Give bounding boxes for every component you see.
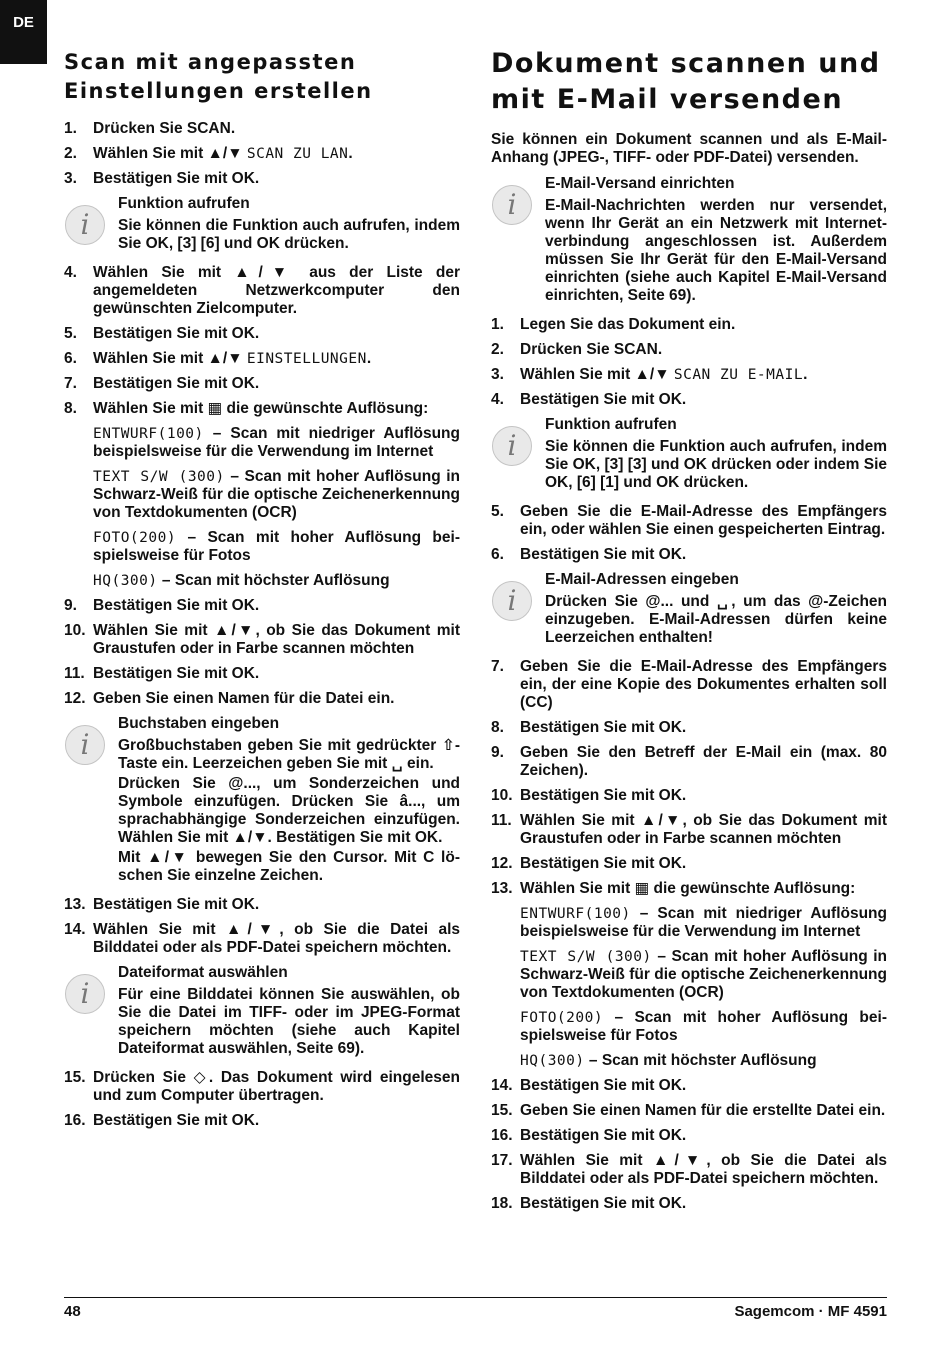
step-text <box>93 665 460 683</box>
step-text-body: Wählen Sie mit ▦ die gewünschte Auflösung: <box>520 880 856 897</box>
intro-paragraph: Sie können ein Dokument scannen und als E-Mail-Anhang (JPEG-, TIFF- oder PDF-Datei) versenden. <box>491 131 887 166</box>
instruction-list <box>64 120 460 1130</box>
step-text-body: Wählen Sie mit ▲/▼ aus der Liste der angemeldeten Netzwerkcomputer den gewünschten Zielcomputer. <box>93 264 460 317</box>
step-text <box>93 400 460 418</box>
step-text-body: Bestätigen Sie mit OK. <box>93 597 260 614</box>
step-text <box>520 316 887 334</box>
resolution-description: – Scan mit höchster Auflösung <box>584 1052 817 1069</box>
step-item <box>491 812 887 848</box>
step-text <box>520 546 887 564</box>
step-item <box>64 896 460 914</box>
step-text-body: Bestätigen Sie mit OK. <box>93 1112 260 1129</box>
step-item <box>491 1152 887 1188</box>
step-item <box>491 855 887 873</box>
step-text-tail: . <box>348 145 353 162</box>
note-paragraph: Für eine Bilddatei können Sie auswählen, ob Sie die Datei im TIFF- oder im JPEG-Format speichern möchten (siehe auch Kapitel Dateiformat auswählen, Seite 69). <box>118 986 460 1057</box>
step-number: 15. <box>64 1069 86 1086</box>
note-title: E-Mail-Adressen eingeben <box>545 571 739 588</box>
step-number: 4. <box>64 264 77 281</box>
step-item <box>491 880 887 898</box>
step-text-body: Bestätigen Sie mit OK. <box>520 1077 687 1094</box>
info-icon-wrap <box>64 195 118 255</box>
resolution-label: FOTO(200) <box>93 530 177 546</box>
step-number: 12. <box>491 855 513 872</box>
step-number: 4. <box>491 391 504 408</box>
step-number: 8. <box>491 719 504 736</box>
step-number: 9. <box>491 744 504 761</box>
info-note <box>491 571 887 649</box>
resolution-label: ENTWURF(100) <box>520 906 631 922</box>
step-text <box>520 1077 887 1095</box>
step-item <box>64 120 460 138</box>
step-text <box>93 264 460 318</box>
note-paragraph: Drücken Sie @... und ␣, um das @-Zeichen einzugeben. E-Mail-Adressen dürfen keine Leerzeichen enthalten! <box>545 593 887 646</box>
note-title: Funktion aufrufen <box>545 416 677 433</box>
step-item <box>64 1069 460 1105</box>
info-icon-wrap <box>491 571 545 649</box>
resolution-option <box>93 572 460 590</box>
step-text-body: Bestätigen Sie mit OK. <box>93 325 260 342</box>
resolution-option <box>93 425 460 461</box>
note-paragraph: E-Mail-Nachrichten werden nur versendet, wenn Ihr Gerät an ein Netzwerk mit Internetverbindung angeschlossen ist. Außerdem müssen Sie Ihr Gerät für den E-Mail-Versand einrichten (siehe auch Kapitel E-Mail-Versand einrichten, Seite 69). <box>545 197 887 304</box>
step-text-body: Bestätigen Sie mit OK. <box>520 855 687 872</box>
product-name: Sagemcom · MF 4591 <box>734 1303 887 1320</box>
note-body <box>545 416 887 494</box>
step-text-body: Bestätigen Sie mit OK. <box>520 1195 687 1212</box>
step-text-body: Bestätigen Sie mit OK. <box>520 391 687 408</box>
step-text-body: Bestätigen Sie mit OK. <box>93 375 260 392</box>
step-text-body: Bestätigen Sie mit OK. <box>93 896 260 913</box>
step-text-body: Wählen Sie mit ▲/▼, ob Sie das Dokument mit Graustufen oder in Farbe scannen möchten <box>520 812 887 847</box>
note-body <box>545 175 887 307</box>
page-number: 48 <box>64 1303 81 1320</box>
step-text <box>520 787 887 805</box>
step-item <box>64 690 460 708</box>
resolution-label: TEXT S/W (300) <box>520 949 652 965</box>
step-number: 9. <box>64 597 77 614</box>
step-item <box>64 1112 460 1130</box>
step-item <box>491 744 887 780</box>
section-heading: Dokument scannen und mit E-Mail versenden <box>491 48 881 115</box>
resolution-description: – Scan mit hoher Auflösung in Schwarz-Weiß für die optische Zeichenerkennung von Textdokumenten (OCR) <box>520 948 888 1001</box>
resolution-description: – Scan mit hoher Auflösung in Schwarz-Weiß für die optische Zeichenerkennung von Textdokumenten (OCR) <box>93 468 461 521</box>
step-text <box>93 170 460 188</box>
note-title: E-Mail-Versand einrichten <box>545 175 735 192</box>
note-title: Funktion aufrufen <box>118 195 250 212</box>
info-note <box>491 175 887 307</box>
step-item <box>491 546 887 564</box>
step-text <box>520 744 887 780</box>
info-icon: i <box>492 581 532 621</box>
info-icon: i <box>492 426 532 466</box>
step-text-body: Bestätigen Sie mit OK. <box>520 546 687 563</box>
display-menu-text: EINSTELLUNGEN <box>246 351 367 367</box>
info-note <box>64 964 460 1060</box>
step-text-body: Wählen Sie mit ▲/▼, ob Sie das Dokument mit Graustufen oder in Farbe scannen möchten <box>93 622 460 657</box>
step-number: 11. <box>491 812 512 829</box>
note-paragraph: Großbuchstaben geben Sie mit gedrückter ⇧-Taste ein. Leerzeichen geben Sie mit ␣ ein. <box>118 737 460 772</box>
language-tab: DE <box>0 0 47 64</box>
step-number: 7. <box>64 375 77 392</box>
step-number: 3. <box>64 170 77 187</box>
info-icon-wrap <box>64 715 118 887</box>
step-text <box>520 812 887 848</box>
step-text-body: Wählen Sie mit ▲/▼, ob Sie die Datei als Bilddatei oder als PDF-Datei speichern möchten. <box>93 921 460 956</box>
step-text <box>520 1102 887 1120</box>
left-column <box>64 46 460 1137</box>
step-text <box>520 658 887 712</box>
step-text <box>520 391 887 409</box>
step-text <box>93 622 460 658</box>
resolution-description: – Scan mit höchster Auflösung <box>157 572 390 589</box>
note-body <box>118 964 460 1060</box>
step-number: 13. <box>491 880 513 897</box>
step-text <box>93 1112 460 1130</box>
section-heading: Scan mit angepassten Einstellungen erstellen <box>64 50 373 103</box>
info-icon-wrap <box>491 416 545 494</box>
step-number: 6. <box>64 350 77 367</box>
step-number: 12. <box>64 690 86 707</box>
step-text <box>520 1152 887 1188</box>
step-item <box>64 350 460 368</box>
step-item <box>491 1077 887 1095</box>
step-text <box>93 120 460 138</box>
step-number: 1. <box>491 316 504 333</box>
display-menu-text: SCAN ZU E-MAIL <box>673 367 804 383</box>
note-body <box>118 195 460 255</box>
step-text <box>520 1195 887 1213</box>
step-text <box>93 325 460 343</box>
step-number: 16. <box>64 1112 86 1129</box>
step-text-body: Geben Sie den Betreff der E-Mail ein (max. 80 Zeichen). <box>520 744 887 779</box>
note-body <box>118 715 460 887</box>
step-number: 10. <box>64 622 86 639</box>
step-item <box>491 366 887 384</box>
step-number: 14. <box>64 921 86 938</box>
step-item <box>491 787 887 805</box>
info-icon-wrap <box>64 964 118 1060</box>
step-item <box>64 145 460 163</box>
resolution-option <box>520 1052 887 1070</box>
step-item <box>64 921 460 957</box>
step-item <box>491 658 887 712</box>
note-title: Buchstaben eingeben <box>118 715 280 732</box>
resolution-label: TEXT S/W (300) <box>93 469 225 485</box>
step-item <box>491 1102 887 1120</box>
step-text <box>93 690 460 708</box>
step-item <box>491 503 887 539</box>
step-text <box>93 1069 460 1105</box>
resolution-option <box>93 468 460 522</box>
step-text <box>520 719 887 737</box>
info-icon: i <box>492 185 532 225</box>
display-menu-text: SCAN ZU LAN <box>246 146 349 162</box>
step-number: 15. <box>491 1102 513 1119</box>
resolution-option <box>520 905 887 941</box>
step-number: 10. <box>491 787 513 804</box>
step-number: 3. <box>491 366 504 383</box>
step-number: 5. <box>64 325 77 342</box>
step-text <box>93 145 460 163</box>
step-item <box>64 325 460 343</box>
step-text-body: Drücken Sie SCAN. <box>93 120 236 137</box>
resolution-option <box>520 948 887 1002</box>
resolution-label: ENTWURF(100) <box>93 426 204 442</box>
step-number: 7. <box>491 658 504 675</box>
step-text-body: Bestätigen Sie mit OK. <box>520 787 687 804</box>
resolution-label: HQ(300) <box>93 573 158 589</box>
step-text <box>93 597 460 615</box>
resolution-option <box>520 1009 887 1045</box>
step-number: 17. <box>491 1152 513 1169</box>
step-text <box>93 350 460 368</box>
note-body <box>545 571 887 649</box>
step-text-tail: . <box>366 350 372 367</box>
step-number: 11. <box>64 665 85 682</box>
resolution-description: – Scan mit niedriger Auflösung beispielsweise für die Verwendung im Internet <box>520 905 887 940</box>
footer-divider <box>64 1297 887 1298</box>
note-paragraph: Mit ▲/▼ bewegen Sie den Cursor. Mit C löschen Sie einzelne Zeichen. <box>118 849 460 884</box>
step-number: 2. <box>64 145 77 162</box>
step-number: 1. <box>64 120 77 137</box>
info-note <box>491 416 887 494</box>
info-icon: i <box>65 725 105 765</box>
step-item <box>64 375 460 393</box>
step-text <box>520 1127 887 1145</box>
info-note <box>64 195 460 255</box>
info-icon: i <box>65 974 105 1014</box>
right-column <box>491 46 887 1220</box>
step-number: 2. <box>491 341 504 358</box>
note-paragraph: Drücken Sie @..., um Sonderzeichen und Symbole einzufügen. Drücken Sie â..., um sprachabhängige Sonderzeichen einzufügen. Wählen Sie mit ▲/▼. Bestätigen Sie mit OK. <box>118 775 460 846</box>
step-text-body: Wählen Sie mit ▲/▼ <box>93 145 243 162</box>
step-text-body: Wählen Sie mit ▲/▼ <box>520 366 670 383</box>
step-text-body: Geben Sie einen Namen für die Datei ein. <box>93 690 395 707</box>
resolution-label: HQ(300) <box>520 1053 585 1069</box>
step-item <box>491 341 887 359</box>
step-number: 18. <box>491 1195 513 1212</box>
step-number: 13. <box>64 896 86 913</box>
step-number: 6. <box>491 546 504 563</box>
step-item <box>64 597 460 615</box>
step-item <box>64 170 460 188</box>
step-item <box>491 719 887 737</box>
step-text <box>93 896 460 914</box>
step-number: 16. <box>491 1127 513 1144</box>
step-item <box>64 622 460 658</box>
note-paragraph: Sie können die Funktion auch aufrufen, indem Sie OK, [3] [3] und OK drücken oder indem Sie OK, [6] [1] und OK drücken. <box>545 438 887 491</box>
step-text <box>520 855 887 873</box>
step-item <box>491 1127 887 1145</box>
resolution-option <box>93 529 460 565</box>
step-text <box>93 375 460 393</box>
step-text <box>520 503 887 539</box>
info-icon: i <box>65 205 105 245</box>
note-paragraph: Sie können die Funktion auch aufrufen, indem Sie OK, [3] [6] und OK drücken. <box>118 217 460 252</box>
resolution-description: – Scan mit hoher Auflösung beispielsweise für Fotos <box>520 1009 887 1044</box>
step-item <box>491 391 887 409</box>
step-number: 5. <box>491 503 504 520</box>
step-text-body: Bestätigen Sie mit OK. <box>520 719 687 736</box>
step-text-body: Wählen Sie mit ▲/▼, ob Sie die Datei als Bilddatei oder als PDF-Datei speichern möchten. <box>520 1152 887 1187</box>
step-text <box>520 341 887 359</box>
step-text-body: Geben Sie die E-Mail-Adresse des Empfängers ein, oder wählen Sie einen gespeicherten Eintrag. <box>520 503 887 538</box>
step-text-body: Wählen Sie mit ▦ die gewünschte Auflösung: <box>93 400 429 417</box>
step-item <box>64 400 460 418</box>
step-text-body: Bestätigen Sie mit OK. <box>93 170 260 187</box>
resolution-description: – Scan mit niedriger Auflösung beispielsweise für die Verwendung im Internet <box>93 425 460 460</box>
step-text-body: Geben Sie die E-Mail-Adresse des Empfängers ein, der eine Kopie des Dokumentes erhalten soll (CC) <box>520 658 887 711</box>
step-text-body: Drücken Sie ◇. Das Dokument wird eingelesen und zum Computer übertragen. <box>93 1069 460 1104</box>
resolution-description: – Scan mit hoher Auflösung beispielsweise für Fotos <box>93 529 460 564</box>
step-text-body: Bestätigen Sie mit OK. <box>93 665 260 682</box>
info-icon-wrap <box>491 175 545 307</box>
instruction-list <box>491 175 887 1213</box>
step-text <box>520 366 887 384</box>
step-text <box>520 880 887 898</box>
step-item <box>491 316 887 334</box>
step-text-tail: . <box>803 366 808 383</box>
step-number: 14. <box>491 1077 513 1094</box>
step-text-body: Legen Sie das Dokument ein. <box>520 316 736 333</box>
step-text-body: Wählen Sie mit ▲/▼ <box>93 350 243 367</box>
step-item <box>64 665 460 683</box>
step-number: 8. <box>64 400 77 417</box>
resolution-label: FOTO(200) <box>520 1010 604 1026</box>
step-text-body: Drücken Sie SCAN. <box>520 341 663 358</box>
step-text-body: Bestätigen Sie mit OK. <box>520 1127 687 1144</box>
step-item <box>491 1195 887 1213</box>
step-item <box>64 264 460 318</box>
step-text-body: Geben Sie einen Namen für die erstellte Datei ein. <box>520 1102 886 1119</box>
note-title: Dateiformat auswählen <box>118 964 288 981</box>
info-note <box>64 715 460 887</box>
step-text <box>93 921 460 957</box>
